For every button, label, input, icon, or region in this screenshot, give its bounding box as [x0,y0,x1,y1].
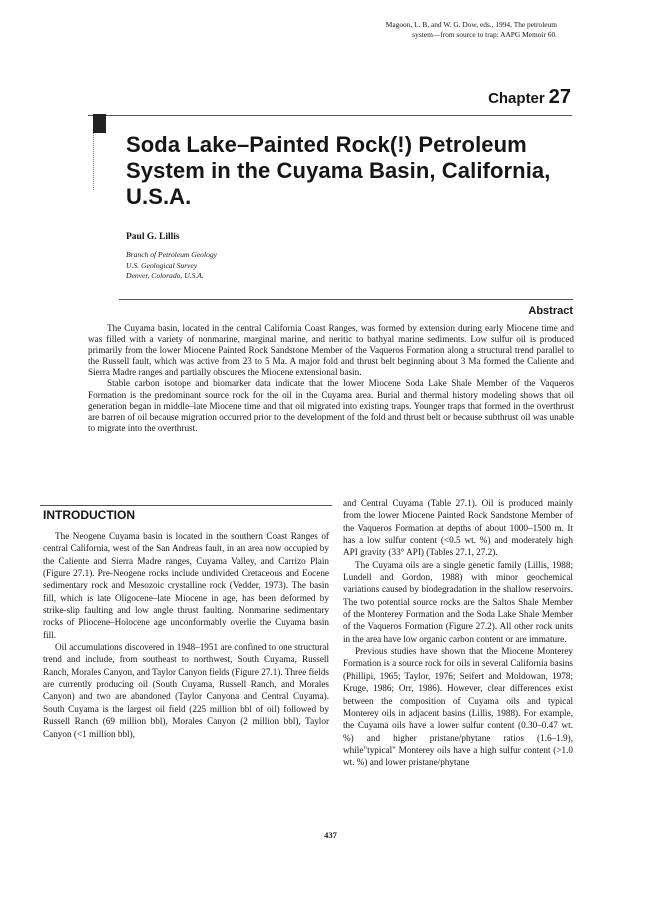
affiliation-line-2: U.S. Geological Survey [126,260,198,270]
citation [257,20,557,40]
abstract-heading: Abstract [528,305,573,317]
affiliation-line-1: Branch of Petroleum Geology [126,250,218,259]
abstract-paragraph-1: The Cuyama basin, located in the central California Coast Ranges, was formed by extension during early Miocene time and was filled with a variety of nonmarine, marginal marine, and neritic to bathyal marine sediments. Low sulfur oil is produced primarily from the lower Miocene Painted Rock Sandstone Member of the Vaqueros Formation along a structural trend parallel to the Russell fault, which was active from 23 to 5 Ma. A major fold and thrust belt beginning about 3 Ma formed the Caliente and Sierra Madre ranges and partially obscures the Miocene extensional basin. [88,323,574,378]
chapter-label: Chapter [488,90,545,107]
intro-paragraph-5: Previous studies have shown that the Miocene Monterey Formation is a source rock for oils in several California basins (Phillipi, 1965; Taylor, 1976; Seifert and Moldowan, 1978; Kruge, 1986; Orr, 1986). However, clear differences exist between the composition of Cuyama oils and typical Monterey oils in adjacent basins (Lillis, 1988). For example, the Cuyama oils have a lower sulfur content (0.30–0.47 wt. %) and higher pristane/phytane ratios (1.6–1.9), while"typical" Monterey oils have a high sulfur content (>1.0 wt. %) and lower pristane/phytane [343,646,573,768]
title-line-2: System in the Cuyama Basin, California, [126,158,551,183]
intro-paragraph-4: The Cuyama oils are a single genetic family (Lillis, 1988; Lundell and Gordon, 1988) with minor geochemical variations caused by biodegradation in the shallow reservoirs. The two potential source rocks are the Saltos Shale Member of the Monterey Formation and the Soda Lake Shale Member of the Vaqueros Formation (Figure 27.2). All other rock units in the area have low organic carbon content or are immature. [343,559,573,644]
title-line-3: U.S.A. [126,184,192,209]
title-divider [88,115,572,116]
introduction-divider [40,505,332,506]
citation-line-2: system—from source to trap: AAPG Memoir 60. [412,30,557,39]
body-column-right [343,497,573,769]
author-name: Paul G. Lillis [126,232,180,242]
chapter-heading [488,86,571,109]
title-line-1: Soda Lake–Painted Rock(!) Petroleum [126,132,527,157]
abstract-paragraph-2: Stable carbon isotope and biomarker data indicate that the lower Miocene Soda Lake Shale Member of the Vaqueros Formation is the predominant source rock for the oil in the Cuyama area. Burial and thermal history modeling shows that oil generation began in middle–late Miocene time and that oil migrated into existing traps. Younger traps that formed in the overthrust are barren of oil because migration occurred prior to the development of the fold and thrust belt or because subthrust oil was unable to migrate into the overthrust. [88,378,574,433]
chapter-number: 27 [548,86,571,108]
chapter-tab-marker [93,114,106,133]
page-number: 437 [324,830,337,840]
intro-paragraph-2: Oil accumulations discovered in 1948–1951 are confined to one structural trend and include, from southeast to northwest, South Cuyama, Russell Ranch, Morales Canyon, and Taylor Canyon fields (Figure 27.1). Three fields are currently producing oil (South Cuyama, Russell Ranch, and Morales Canyon) and two are abandoned (Taylor Canyona and Central Cuyama). South Cuyama is the largest oil field (225 million bbl of oil) followed by Russell Ranch (69 million bbl), Morales Canyon (2 million bbl), Taylor Canyon (<1 million bbl), [43,642,329,739]
intro-paragraph-1: The Neogene Cuyama basin is located in the southern Coast Ranges of central California, west of the San Andreas fault, in an area now occupied by the Caliente and Sierra Madre ranges, Cuyama Valley, and Carrizo Plain (Figure 27.1). Pre-Neogene rocks include undivided Cretaceous and Eocene sedimentary rock and Mesozoic crystalline rock (Vedder, 1973). The basin fill, which is late Oligocene–late Miocene in age, has been deformed by strike-slip faulting and low angle thrust faulting. Nonmarine sedimentary rocks of Pliocene–Holocene age unconformably overlie the Cuyama basin fill. [43,531,329,640]
author-affiliation [126,250,217,282]
abstract-divider [119,299,573,300]
citation-line-1: Magoon, L. B, and W. G. Dow, eds., 1994, The petroleum [385,20,557,29]
paper-title [126,132,586,210]
chapter-tab-stub [93,133,94,190]
abstract-body [88,323,574,434]
body-column-left [43,530,329,740]
intro-paragraph-3: and Central Cuyama (Table 27.1). Oil is produced mainly from the lower Miocene Painted Rock Sandstone Member of the Vaqueros Formation at depths of about 1000–1500 m. It has a low sulfur content (<0.5 wt. %) and moderately high API gravity (33° API) (Tables 27.1, 27.2). [343,498,573,558]
affiliation-line-3: Denver, Colorado, U.S.A. [126,271,204,280]
introduction-heading: INTRODUCTION [43,508,135,522]
